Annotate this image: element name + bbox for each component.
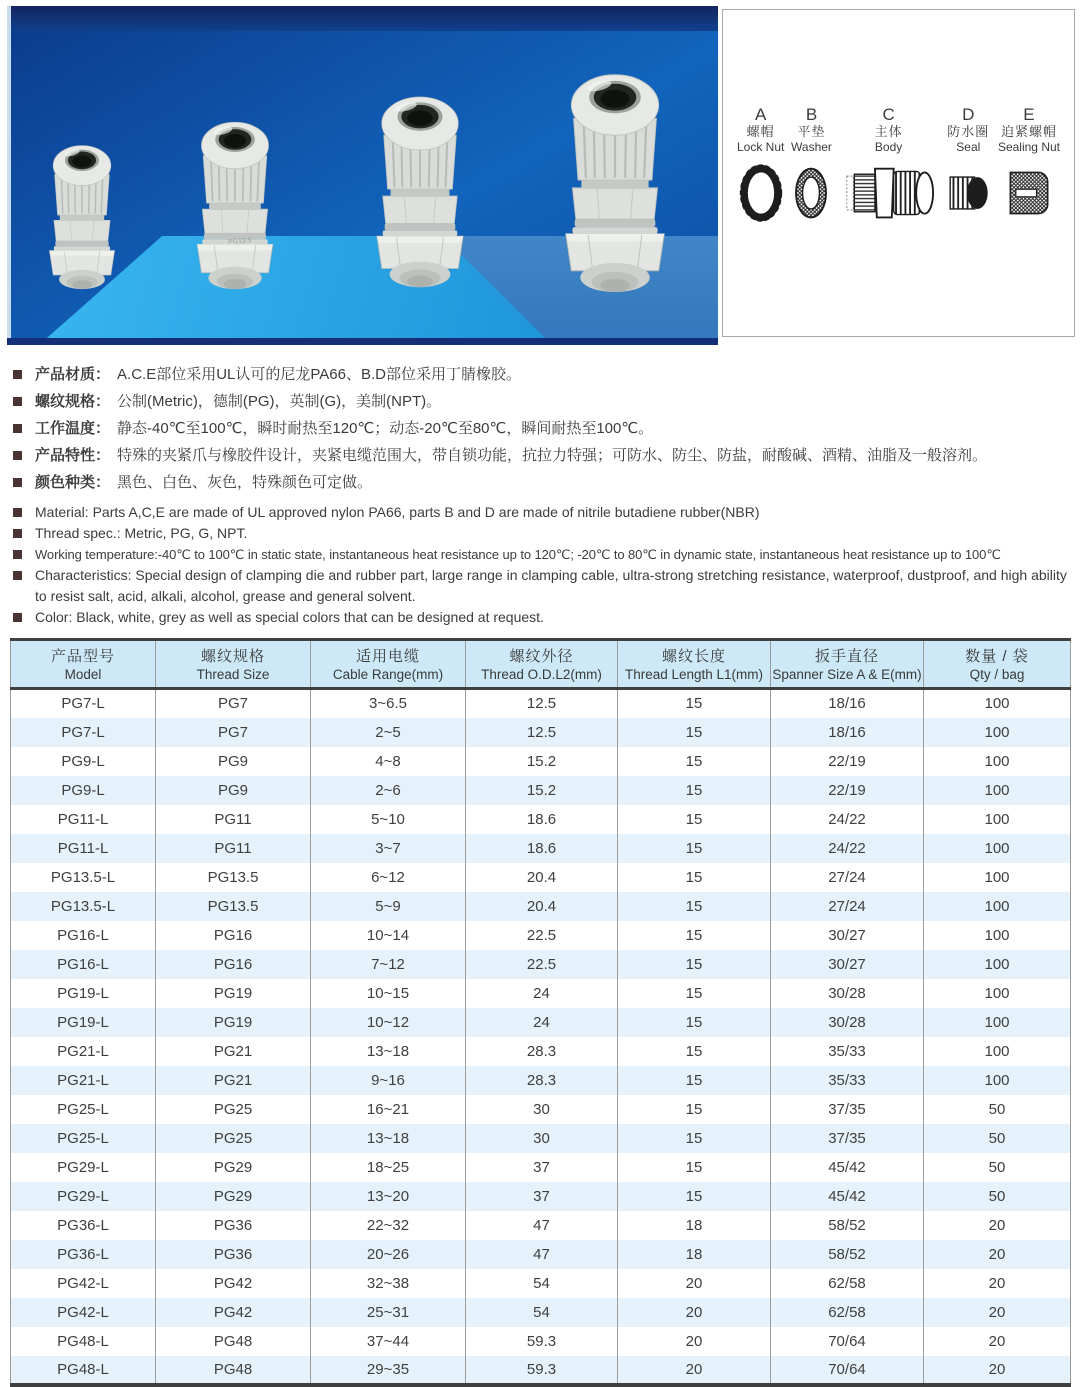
table-row — [11, 805, 1071, 834]
column-header-cn: 数量 / 袋 — [965, 648, 1029, 665]
table-cell: 18/16 — [771, 689, 924, 718]
table-cell: PG7 — [156, 689, 311, 718]
gland-size-marking: PG13.5 — [227, 237, 252, 246]
column-header — [311, 640, 466, 689]
table-cell: 15 — [618, 1182, 771, 1211]
table-cell: 50 — [924, 1182, 1071, 1211]
spec-text: Material: Parts A,C,E are made of UL approved nylon PA66, parts B and D are made of nitrile butadiene rubber(NBR) — [35, 504, 760, 520]
table-cell: 35/33 — [771, 1066, 924, 1095]
table-cell: 100 — [924, 979, 1071, 1008]
table-cell: 15 — [618, 979, 771, 1008]
table-cell: 15 — [618, 1124, 771, 1153]
table-cell: PG48 — [156, 1356, 311, 1385]
part-name-en: Body — [874, 140, 903, 154]
column-header-en: Model — [64, 667, 102, 682]
spec-text: A.C.E部位采用UL认可的尼龙PA66、B.D部位采用丁腈橡胶。 — [117, 366, 521, 383]
table-row — [11, 1124, 1071, 1153]
table-cell: 37/35 — [771, 1095, 924, 1124]
table-cell: PG48-L — [57, 1360, 109, 1378]
column-header — [618, 640, 771, 689]
table-cell: 10~14 — [311, 921, 466, 950]
table-row — [11, 1037, 1071, 1066]
part-letter: E — [1023, 105, 1035, 124]
table-cell: 47 — [466, 1211, 618, 1240]
cable-gland-xlarge-illustration — [559, 70, 671, 308]
column-header-en: Spanner Size A & E(mm) — [772, 667, 922, 682]
product-photo — [7, 6, 718, 345]
table-cell: 50 — [924, 1153, 1071, 1182]
cable-gland-medium-illustration — [192, 118, 278, 302]
table-cell: PG21 — [156, 1037, 311, 1066]
square-bullet-icon — [13, 571, 22, 580]
square-bullet-icon — [13, 550, 22, 559]
square-bullet-icon — [13, 397, 22, 406]
table-cell: 9~16 — [311, 1066, 466, 1095]
part-name-cn: 迫紧螺帽 — [1000, 124, 1057, 139]
table-cell: PG11-L — [57, 839, 109, 857]
spec-line-material-cn — [10, 361, 1070, 388]
table-cell: 24 — [466, 979, 618, 1008]
table-cell: PG21 — [156, 1066, 311, 1095]
table-row — [11, 863, 1071, 892]
table-cell: PG21-L — [57, 1042, 109, 1060]
table-cell: 24/22 — [771, 805, 924, 834]
table-cell: 22.5 — [466, 921, 618, 950]
table-cell: 15.2 — [466, 747, 618, 776]
table-row — [11, 1298, 1071, 1327]
table-cell: 15 — [618, 805, 771, 834]
table-cell: PG11 — [156, 834, 311, 863]
table-cell: 30/28 — [771, 1008, 924, 1037]
part-seal — [945, 106, 991, 223]
table-cell: 50 — [924, 1124, 1071, 1153]
table-cell: 15 — [618, 863, 771, 892]
spec-text: Color: Black, white, grey as well as special colors that can be designed at request. — [35, 609, 544, 625]
table-cell: PG19 — [156, 979, 311, 1008]
table-cell: 16~21 — [311, 1095, 466, 1124]
table-cell: 5~9 — [311, 892, 466, 921]
specs-chinese — [10, 361, 1070, 496]
table-cell: PG16-L — [57, 955, 109, 973]
table-cell: 47 — [466, 1240, 618, 1269]
spec-text: 黑色、白色、灰色，特殊颜色可定做。 — [117, 474, 373, 491]
part-name-en: Lock Nut — [737, 140, 785, 154]
table-cell: 100 — [924, 863, 1071, 892]
column-header-cn: 扳手直径 — [814, 648, 879, 665]
table-cell: 24/22 — [771, 834, 924, 863]
product-spec-table — [10, 638, 1071, 1387]
washer-icon — [791, 163, 831, 223]
table-cell: 20 — [618, 1356, 771, 1385]
spec-line-characteristics-en — [10, 565, 1070, 607]
table-cell: 13~18 — [311, 1124, 466, 1153]
table-cell: 27/24 — [771, 863, 924, 892]
table-cell: 100 — [924, 834, 1071, 863]
column-header-en: Thread Length L1(mm) — [624, 667, 764, 682]
part-sealing-nut — [998, 106, 1060, 223]
table-cell: 58/52 — [771, 1211, 924, 1240]
photo-bottom-strip — [7, 338, 718, 345]
table-cell: 20.4 — [466, 892, 618, 921]
table-cell: 4~8 — [311, 747, 466, 776]
table-cell: 22/19 — [771, 776, 924, 805]
column-header-en: Thread O.D.L2(mm) — [481, 667, 602, 682]
column-header — [11, 640, 156, 689]
table-row — [11, 892, 1071, 921]
table-row — [11, 834, 1071, 863]
table-cell: 100 — [924, 805, 1071, 834]
spec-label: 工作温度： — [35, 420, 111, 437]
table-cell: 22/19 — [771, 747, 924, 776]
table-cell: 13~18 — [311, 1037, 466, 1066]
table-cell: 13~20 — [311, 1182, 466, 1211]
table-cell: 28.3 — [466, 1066, 618, 1095]
spec-line-characteristics-cn — [10, 442, 1070, 469]
seal-icon — [945, 163, 991, 223]
table-row — [11, 1008, 1071, 1037]
table-cell: PG25 — [156, 1095, 311, 1124]
table-cell: 100 — [924, 1008, 1071, 1037]
table-cell: PG7-L — [61, 695, 105, 713]
table-cell: 3~7 — [311, 834, 466, 863]
part-washer — [791, 106, 832, 223]
table-row — [11, 1066, 1071, 1095]
table-cell: 15 — [618, 776, 771, 805]
table-row — [11, 1269, 1071, 1298]
table-cell: PG9-L — [61, 752, 105, 770]
table-cell: PG13.5 — [156, 863, 311, 892]
table-cell: PG7-L — [61, 723, 105, 741]
table-cell: 30/28 — [771, 979, 924, 1008]
table-cell: 30/27 — [771, 950, 924, 979]
exploded-view-panel — [722, 9, 1075, 337]
column-header-en: Thread Size — [196, 667, 270, 682]
part-name-cn: 螺帽 — [746, 124, 775, 139]
table-cell: 45/42 — [771, 1182, 924, 1211]
table-cell: 18.6 — [466, 834, 618, 863]
table-cell: 54 — [466, 1298, 618, 1327]
table-cell: 6~12 — [311, 863, 466, 892]
table-cell: 30 — [466, 1095, 618, 1124]
table-cell: PG9 — [156, 747, 311, 776]
square-bullet-icon — [13, 508, 22, 517]
table-row — [11, 1182, 1071, 1211]
table-cell: 20 — [618, 1298, 771, 1327]
part-letter: C — [882, 105, 895, 124]
column-header-cn: 产品型号 — [50, 648, 115, 665]
spec-text: 静态-40℃至100℃，瞬时耐热至120℃；动态-20℃至80℃，瞬间耐热至100℃。 — [117, 420, 654, 437]
spec-line-temperature-en — [10, 544, 1070, 565]
table-cell: 100 — [924, 718, 1071, 747]
part-name-cn: 主体 — [874, 124, 903, 139]
table-row — [11, 921, 1071, 950]
table-cell: 2~5 — [311, 718, 466, 747]
spec-label: 颜色种类： — [35, 474, 111, 491]
table-cell: 20.4 — [466, 863, 618, 892]
spec-text: Working temperature:-40℃ to 100℃ in static state, instantaneous heat resistance up to 120℃; -20℃ to 80℃ in dynamic state, instantaneous heat resistance up to 100℃ — [35, 547, 1001, 562]
part-name-en: Seal — [956, 140, 981, 154]
table-row — [11, 979, 1071, 1008]
table-cell: 18/16 — [771, 718, 924, 747]
table-cell: 58/52 — [771, 1240, 924, 1269]
table-cell: 15 — [618, 950, 771, 979]
table-cell: 100 — [924, 776, 1071, 805]
table-cell: 30/27 — [771, 921, 924, 950]
table-cell: 100 — [924, 1066, 1071, 1095]
table-cell: 59.3 — [466, 1327, 618, 1356]
table-cell: 62/58 — [771, 1298, 924, 1327]
part-letter: D — [962, 105, 975, 124]
table-cell: 100 — [924, 950, 1071, 979]
table-cell: 15 — [618, 747, 771, 776]
table-cell: 54 — [466, 1269, 618, 1298]
table-cell: 37/35 — [771, 1124, 924, 1153]
table-cell: 28.3 — [466, 1037, 618, 1066]
table-cell: 100 — [924, 921, 1071, 950]
table-cell: 5~10 — [311, 805, 466, 834]
spec-label: 产品特性： — [35, 447, 111, 464]
table-cell: 37~44 — [311, 1327, 466, 1356]
table-cell: 100 — [924, 747, 1071, 776]
table-cell: 37 — [466, 1153, 618, 1182]
exploded-parts-row — [723, 10, 1074, 223]
column-header — [924, 640, 1071, 689]
table-row — [11, 1240, 1071, 1269]
table-cell: PG29-L — [57, 1187, 109, 1205]
table-cell: 100 — [924, 1037, 1071, 1066]
table-cell: 2~6 — [311, 776, 466, 805]
table-cell: 18~25 — [311, 1153, 466, 1182]
table-row — [11, 1356, 1071, 1385]
table-cell: 15 — [618, 892, 771, 921]
table-cell: PG25-L — [57, 1129, 109, 1147]
table-cell: 24 — [466, 1008, 618, 1037]
table-cell: PG36-L — [57, 1216, 109, 1234]
table-cell: PG9 — [156, 776, 311, 805]
table-cell: 12.5 — [466, 718, 618, 747]
table-cell: 20 — [924, 1356, 1071, 1385]
photo-left-frame — [7, 6, 11, 345]
table-head — [11, 640, 1071, 689]
table-row — [11, 950, 1071, 979]
spec-line-color-en — [10, 607, 1070, 628]
table-cell: 10~12 — [311, 1008, 466, 1037]
body-icon — [839, 163, 939, 223]
column-header-cn: 适用电缆 — [355, 648, 420, 665]
spec-text: Characteristics: Special design of clamping die and rubber part, large range in clamping cable, ultra-strong stretching resistance, waterproof, dustproof, and high ability to resist salt, acid, alkali, alcohol, grease and general solvent. — [35, 567, 1067, 604]
part-body — [839, 106, 939, 223]
table-cell: 25~31 — [311, 1298, 466, 1327]
table-cell: 15 — [618, 718, 771, 747]
table-cell: PG13.5-L — [50, 868, 116, 886]
table-cell: PG29 — [156, 1182, 311, 1211]
table-cell: PG42-L — [57, 1303, 109, 1321]
square-bullet-icon — [13, 529, 22, 538]
table-cell: 32~38 — [311, 1269, 466, 1298]
table-cell: 15 — [618, 1095, 771, 1124]
table-cell: PG16 — [156, 921, 311, 950]
table-cell: PG48 — [156, 1327, 311, 1356]
table-cell: 30 — [466, 1124, 618, 1153]
table-row — [11, 689, 1071, 718]
table-cell: PG48-L — [57, 1332, 109, 1350]
table-cell: 18 — [618, 1211, 771, 1240]
lock-nut-icon — [739, 163, 783, 223]
table-cell: PG11-L — [57, 810, 109, 828]
table-cell: PG25-L — [57, 1100, 109, 1118]
table-cell: 59.3 — [466, 1356, 618, 1385]
table-cell: PG42 — [156, 1298, 311, 1327]
spec-text: 特殊的夹紧爪与橡胶件设计，夹紧电缆范围大，带自锁功能，抗拉力特强；可防水、防尘、防盐，耐酸碱、酒精、油脂及一般溶剂。 — [117, 447, 988, 464]
part-name-en: Sealing Nut — [997, 140, 1060, 154]
part-name-en: Washer — [791, 140, 832, 154]
table-cell: 20 — [924, 1211, 1071, 1240]
table-cell: 7~12 — [311, 950, 466, 979]
square-bullet-icon — [13, 478, 22, 487]
part-letter: A — [755, 105, 767, 124]
table-cell: 18.6 — [466, 805, 618, 834]
table-cell: 37 — [466, 1182, 618, 1211]
square-bullet-icon — [13, 424, 22, 433]
column-header — [771, 640, 924, 689]
spec-text: 公制(Metric)，德制(PG)，英制(G)，美制(NPT)。 — [117, 393, 442, 410]
spec-text: Thread spec.: Metric, PG, G, NPT. — [35, 525, 248, 541]
table-cell: PG25 — [156, 1124, 311, 1153]
table-cell: PG21-L — [57, 1071, 109, 1089]
table-cell: PG36 — [156, 1211, 311, 1240]
table-cell: PG36-L — [57, 1245, 109, 1263]
spec-label: 螺纹规格： — [35, 393, 111, 410]
table-cell: 62/58 — [771, 1269, 924, 1298]
table-cell: PG19 — [156, 1008, 311, 1037]
table-cell: 15 — [618, 1066, 771, 1095]
table-body — [11, 689, 1071, 1385]
table-cell: 29~35 — [311, 1356, 466, 1385]
part-name-cn: 平垫 — [797, 124, 826, 139]
table-header-row — [11, 640, 1071, 689]
table-cell: 15 — [618, 921, 771, 950]
column-header-cn: 螺纹外径 — [509, 648, 574, 665]
table-cell: 20 — [924, 1240, 1071, 1269]
table-cell: 18 — [618, 1240, 771, 1269]
table-cell: 45/42 — [771, 1153, 924, 1182]
table-cell: 100 — [924, 689, 1071, 718]
spec-line-temperature-cn — [10, 415, 1070, 442]
table-cell: 3~6.5 — [311, 689, 466, 718]
photo-top-band — [7, 6, 718, 31]
sealing-nut-icon — [1003, 163, 1055, 223]
table-cell: 15.2 — [466, 776, 618, 805]
table-row — [11, 747, 1071, 776]
table-cell: PG16-L — [57, 926, 109, 944]
part-letter: B — [805, 105, 818, 124]
part-lock-nut — [737, 106, 784, 223]
spec-line-color-cn — [10, 469, 1070, 496]
table-cell: PG42-L — [57, 1274, 109, 1292]
table-cell: 50 — [924, 1095, 1071, 1124]
table-cell: 20 — [924, 1298, 1071, 1327]
table-cell: 100 — [924, 892, 1071, 921]
specs-english — [10, 502, 1070, 628]
table-cell: PG19-L — [57, 1013, 109, 1031]
table-cell: 15 — [618, 1008, 771, 1037]
table-cell: PG36 — [156, 1240, 311, 1269]
table-row — [11, 1327, 1071, 1356]
table-row — [11, 776, 1071, 805]
column-header-en: Cable Range(mm) — [332, 667, 444, 682]
table-cell: PG16 — [156, 950, 311, 979]
table-cell: 22.5 — [466, 950, 618, 979]
column-header — [466, 640, 618, 689]
square-bullet-icon — [13, 451, 22, 460]
table-cell: 35/33 — [771, 1037, 924, 1066]
table-cell: 20 — [924, 1269, 1071, 1298]
cable-gland-large-illustration — [371, 92, 469, 302]
table-cell: 27/24 — [771, 892, 924, 921]
spec-line-thread-en — [10, 523, 1070, 544]
table-row — [11, 1153, 1071, 1182]
table-cell: 70/64 — [771, 1356, 924, 1385]
table-cell: 20 — [924, 1327, 1071, 1356]
table-cell: 15 — [618, 689, 771, 718]
table-cell: PG29-L — [57, 1158, 109, 1176]
table-cell: 10~15 — [311, 979, 466, 1008]
column-header-en: Qty / bag — [969, 667, 1025, 682]
table-cell: 70/64 — [771, 1327, 924, 1356]
spec-line-thread-cn — [10, 388, 1070, 415]
column-header-cn: 螺纹规格 — [200, 648, 265, 665]
table-cell: 22~32 — [311, 1211, 466, 1240]
table-row — [11, 718, 1071, 747]
table-cell: PG9-L — [61, 781, 105, 799]
column-header — [156, 640, 311, 689]
table-cell: PG13.5-L — [50, 897, 116, 915]
table-cell: PG42 — [156, 1269, 311, 1298]
square-bullet-icon — [13, 370, 22, 379]
table-row — [11, 1095, 1071, 1124]
table-cell: PG13.5 — [156, 892, 311, 921]
column-header-cn: 螺纹长度 — [661, 648, 726, 665]
table-cell: PG19-L — [57, 984, 109, 1002]
table-cell: 15 — [618, 834, 771, 863]
hero-section — [0, 0, 1080, 345]
table-cell: 20 — [618, 1269, 771, 1298]
spec-label: 产品材质： — [35, 366, 111, 383]
part-name-cn: 防水圈 — [947, 124, 990, 139]
cable-gland-small-illustration — [45, 142, 119, 300]
table-cell: PG29 — [156, 1153, 311, 1182]
table-cell: 20 — [618, 1327, 771, 1356]
table-cell: 20~26 — [311, 1240, 466, 1269]
spec-line-material-en — [10, 502, 1070, 523]
table-cell: 15 — [618, 1037, 771, 1066]
square-bullet-icon — [13, 613, 22, 622]
table-cell: 15 — [618, 1153, 771, 1182]
table-cell: PG11 — [156, 805, 311, 834]
table-cell: 12.5 — [466, 689, 618, 718]
table-cell: PG7 — [156, 718, 311, 747]
table-row — [11, 1211, 1071, 1240]
